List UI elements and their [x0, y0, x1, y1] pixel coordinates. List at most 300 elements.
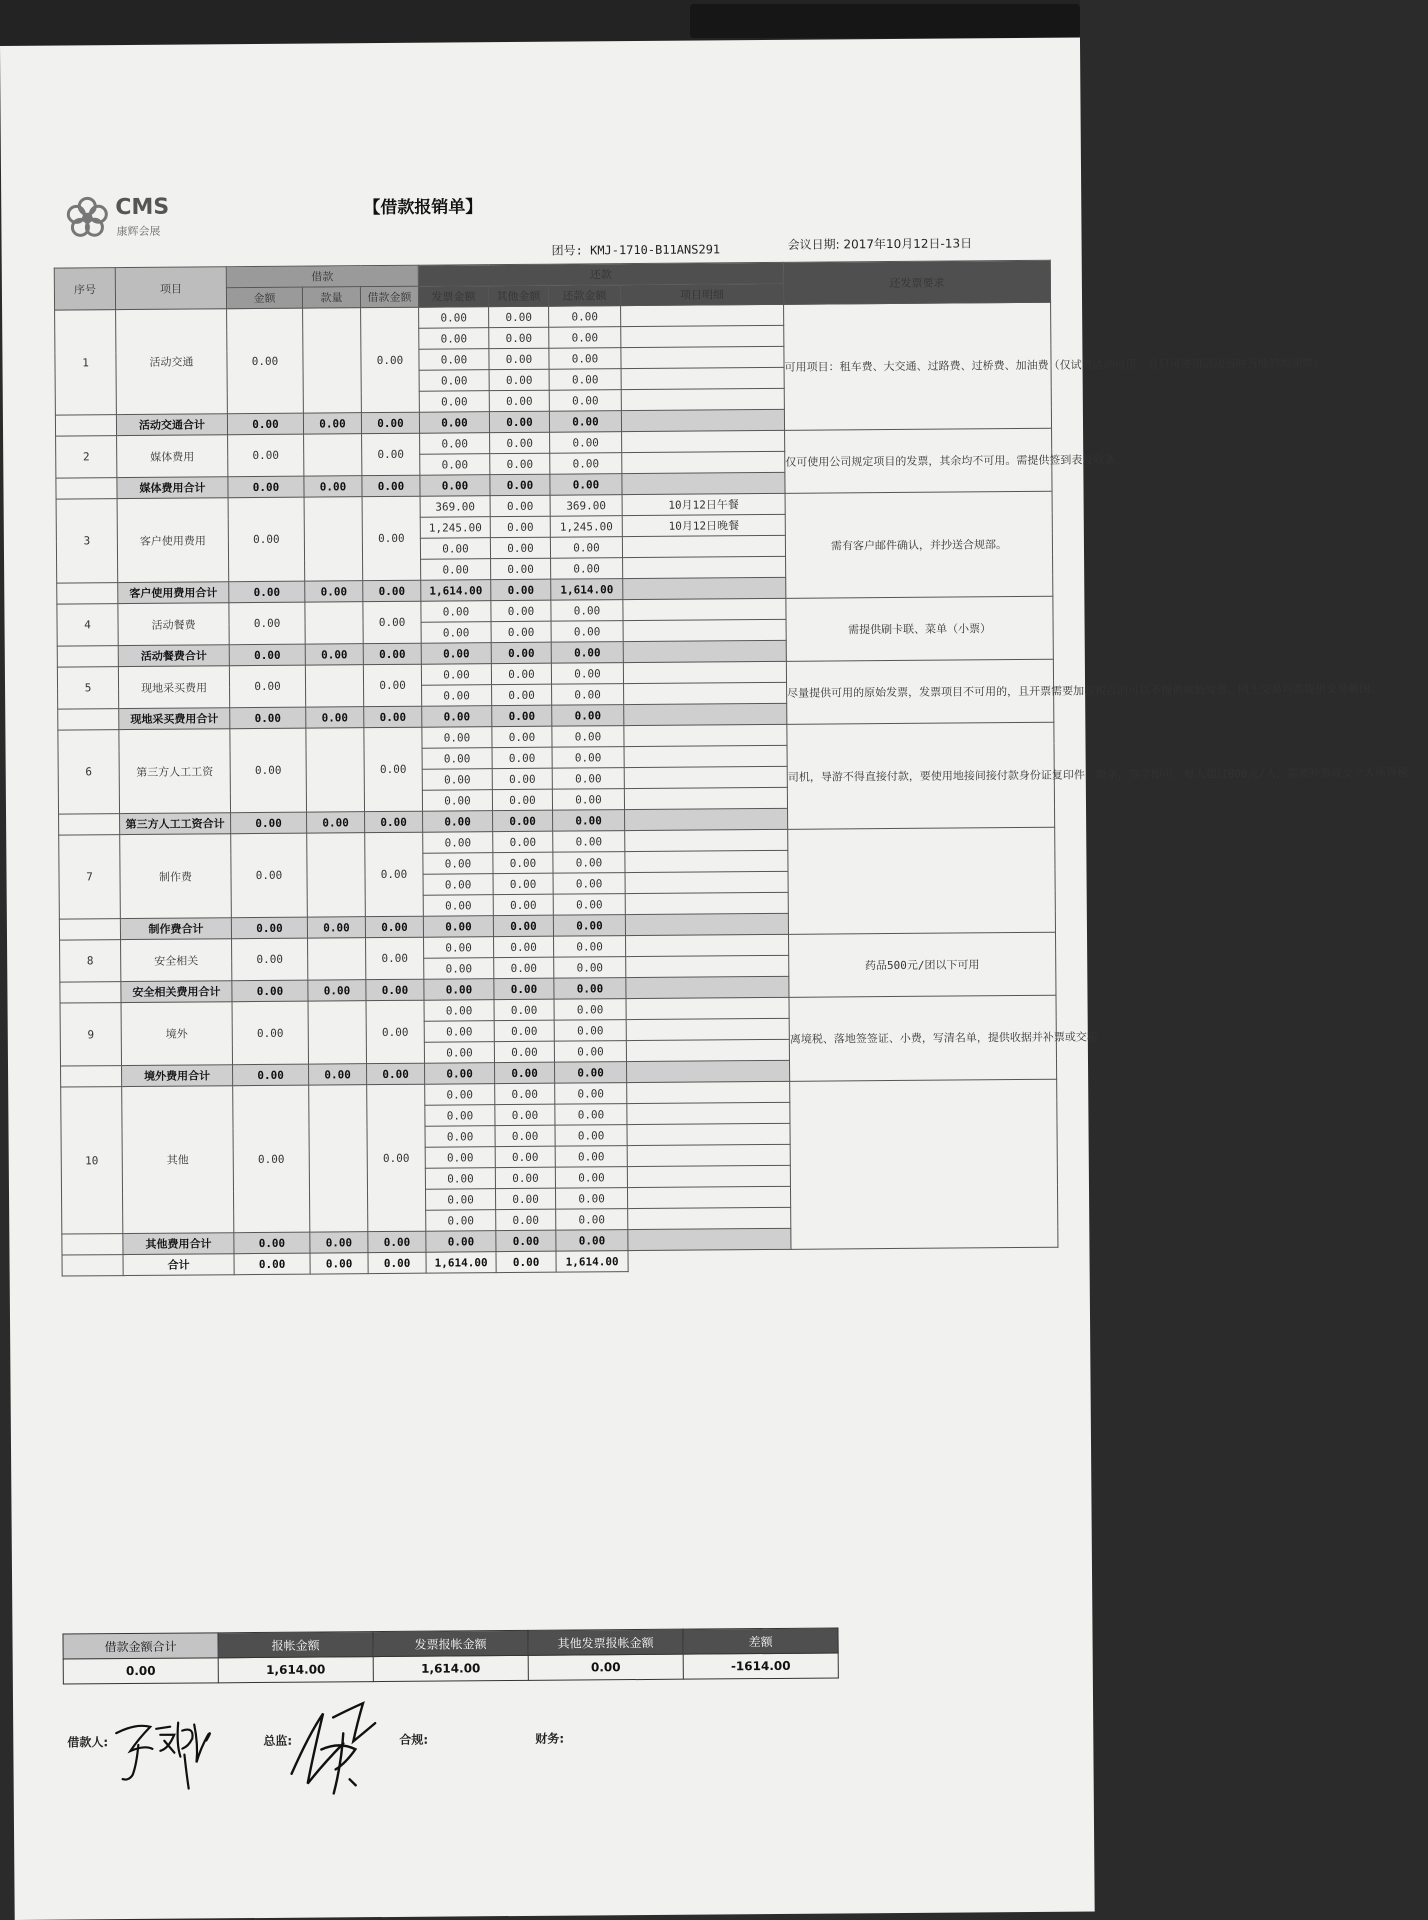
- other-amount: 0.00: [490, 495, 550, 516]
- repay-amount: 0.00: [552, 789, 624, 811]
- signature-borrower-label: 借款人:: [67, 1735, 109, 1750]
- company-logo: [63, 193, 183, 244]
- other-amount: 0.00: [495, 1167, 555, 1188]
- summary-value: 1,614.00: [373, 1655, 528, 1681]
- other-amount: 0.00: [491, 558, 551, 579]
- invoice-amount: 0.00: [423, 832, 493, 854]
- subtotal-cell: 0.00: [555, 1062, 627, 1084]
- invoice-amount: 0.00: [424, 937, 494, 959]
- borrow-total: 0.00: [367, 1084, 426, 1231]
- subtotal-cell: 0.00: [234, 1232, 310, 1254]
- group-number: 团号: KMJ-1710-B11ANS291: [551, 242, 721, 258]
- summary-header: 其他发票报帐金额: [528, 1629, 683, 1655]
- summary-value: 0.00: [63, 1658, 218, 1684]
- subtotal-detail: [627, 1060, 790, 1082]
- subtotal-cell: 0.00: [495, 1062, 555, 1083]
- borrow-total: 0.00: [363, 601, 421, 643]
- item-detail: [621, 325, 784, 347]
- invoice-amount: 0.00: [424, 1042, 494, 1064]
- invoice-amount: 369.00: [420, 496, 490, 518]
- subtotal-cell: 0.00: [494, 978, 554, 999]
- invoice-amount: 0.00: [424, 1000, 494, 1022]
- borrow-paid: [308, 1001, 366, 1064]
- borrow-amount: 0.00: [233, 1085, 310, 1233]
- subtotal-cell: 0.00: [551, 642, 623, 664]
- subtotal-label: 活动交通合计: [116, 414, 227, 436]
- section-number: 2: [56, 436, 117, 478]
- subtotal-cell: 0.00: [306, 707, 364, 728]
- other-amount: 0.00: [489, 348, 549, 369]
- subtotal-cell: 0.00: [368, 1231, 426, 1252]
- summary-header: 差额: [683, 1628, 838, 1654]
- subtotal-cell: 0.00: [491, 642, 551, 663]
- other-amount: 0.00: [493, 831, 553, 852]
- section-number: 10: [61, 1087, 123, 1234]
- repay-amount: 0.00: [553, 873, 625, 895]
- item-detail: [623, 619, 786, 641]
- subtotal-cell: 0.00: [231, 812, 307, 834]
- repay-amount: 0.00: [552, 747, 624, 769]
- expense-table: [54, 260, 1420, 1277]
- invoice-amount: 0.00: [419, 328, 489, 350]
- section-name: 现地采买费用: [118, 666, 229, 709]
- other-amount: 0.00: [492, 768, 552, 789]
- invoice-amount: 0.00: [419, 349, 489, 371]
- subtotal-cell: 0.00: [305, 644, 363, 665]
- other-amount: 0.00: [496, 1209, 556, 1230]
- subtotal-label: 安全相关费用合计: [121, 981, 232, 1003]
- repay-amount: 0.00: [556, 1209, 628, 1231]
- item-detail: [627, 1102, 790, 1124]
- other-amount: 0.00: [493, 852, 553, 873]
- other-amount: 0.00: [495, 1104, 555, 1125]
- subtotal-cell: 0.00: [304, 476, 362, 497]
- section-number: 6: [58, 730, 120, 814]
- item-detail: [626, 1018, 789, 1040]
- other-amount: 0.00: [491, 600, 551, 621]
- subtotal-cell: 0.00: [229, 644, 305, 666]
- subtotal-cell: 0.00: [308, 980, 366, 1001]
- invoice-amount: 0.00: [422, 685, 492, 707]
- borrow-amount: 0.00: [229, 665, 305, 708]
- borrow-total: 0.00: [361, 307, 420, 412]
- item-detail: [623, 556, 786, 578]
- borrow-total: 0.00: [362, 496, 421, 580]
- borrow-total: 0.00: [363, 664, 421, 706]
- other-amount: 0.00: [494, 957, 554, 978]
- invoice-amount: 0.00: [424, 1021, 494, 1043]
- subtotal-cell: 0.00: [420, 475, 490, 497]
- total-cell: 0.00: [496, 1251, 556, 1272]
- subtotal-cell: 0.00: [307, 917, 365, 938]
- summary-header: 发票报帐金额: [373, 1630, 528, 1656]
- borrow-paid: [304, 497, 363, 581]
- item-detail: 10月12日午餐: [622, 493, 785, 515]
- summary-value: 0.00: [528, 1654, 683, 1680]
- item-detail: [625, 829, 788, 851]
- other-amount: 0.00: [493, 894, 553, 915]
- subtotal-spacer: [59, 814, 120, 835]
- item-detail: 10月12日晚餐: [622, 514, 785, 536]
- invoice-requirement: 离境税、落地签签证、小费，写清名单，提供收据并补票或交税: [789, 995, 1057, 1081]
- subtotal-cell: 0.00: [490, 474, 550, 495]
- other-amount: 0.00: [492, 789, 552, 810]
- borrow-amount: 0.00: [230, 728, 307, 813]
- repay-amount: 1,245.00: [550, 516, 622, 538]
- total-cell: 0.00: [310, 1253, 368, 1274]
- borrow-paid: [303, 308, 362, 413]
- borrow-amount: 0.00: [227, 308, 304, 414]
- invoice-amount: 0.00: [421, 601, 491, 623]
- item-detail: [622, 430, 785, 452]
- summary-value: -1614.00: [683, 1653, 838, 1679]
- borrow-amount: 0.00: [232, 1001, 308, 1065]
- repay-amount: 0.00: [554, 1041, 626, 1063]
- item-detail: [626, 934, 789, 956]
- borrow-paid: [306, 728, 365, 812]
- subtotal-cell: 0.00: [233, 1064, 309, 1086]
- subtotal-spacer: [61, 1066, 122, 1087]
- other-amount: 0.00: [494, 1020, 554, 1041]
- subtotal-detail: [623, 577, 786, 599]
- invoice-requirement: 药品500元/团以下可用: [789, 932, 1056, 997]
- subtotal-cell: 0.00: [553, 810, 625, 832]
- item-detail: [621, 367, 784, 389]
- total-cell: 0.00: [234, 1253, 310, 1275]
- repay-amount: 0.00: [551, 621, 623, 643]
- signature-compliance-label: 合规:: [399, 1732, 429, 1747]
- subtotal-cell: 0.00: [425, 1063, 495, 1085]
- subtotal-cell: 0.00: [422, 706, 492, 728]
- header-detail: 项目明细: [620, 283, 783, 305]
- section-name: 活动餐费: [118, 603, 229, 646]
- repay-amount: 0.00: [556, 1188, 628, 1210]
- borrow-total: 0.00: [366, 937, 424, 979]
- table-body: [55, 302, 1420, 1255]
- subtotal-cell: 0.00: [309, 1064, 367, 1085]
- subtotal-spacer: [58, 709, 119, 730]
- header-repay-amount: 还款金额: [548, 285, 620, 307]
- borrower-signature: [108, 1704, 229, 1795]
- section-name: 境外: [121, 1002, 232, 1066]
- invoice-amount: 0.00: [423, 874, 493, 896]
- repay-amount: 0.00: [551, 558, 623, 580]
- invoice-amount: 0.00: [425, 1084, 495, 1106]
- total-spacer: [62, 1255, 123, 1276]
- subtotal-cell: 0.00: [550, 474, 622, 496]
- invoice-amount: 0.00: [425, 1105, 495, 1127]
- section-name: 制作费: [120, 834, 232, 919]
- subtotal-spacer: [55, 415, 116, 436]
- subtotal-cell: 0.00: [361, 412, 419, 433]
- other-amount: 0.00: [494, 936, 554, 957]
- other-amount: 0.00: [490, 453, 550, 474]
- borrow-total: 0.00: [362, 433, 420, 475]
- item-detail: [622, 451, 785, 473]
- repay-amount: 0.00: [555, 1125, 627, 1147]
- item-detail: [622, 535, 785, 557]
- invoice-requirement: 司机，导游不得直接付款，要使用地接间接付款身份证复印件，收条，签字即可，每人超过800元/人，需要补票或交个人所得税。: [787, 722, 1055, 829]
- item-detail: [621, 346, 784, 368]
- repay-amount: 0.00: [554, 999, 626, 1021]
- subtotal-detail: [621, 409, 784, 431]
- invoice-requirement: 可用项目：租车费、大交通、过路费、过桥费、加油费（仅试驾活动可用，且只可使用活动当时当地的加油票）: [784, 302, 1052, 430]
- invoice-requirement: 需有客户邮件确认，并抄送合规部。: [785, 491, 1053, 598]
- subtotal-detail: [622, 472, 785, 494]
- borrow-total: 0.00: [365, 832, 424, 916]
- invoice-requirement: 仅可使用公司规定项目的发票，其余均不可用。需提供签到表及收条。: [785, 428, 1052, 493]
- borrow-total: 0.00: [366, 1000, 425, 1063]
- other-amount: 0.00: [495, 1083, 555, 1104]
- subtotal-cell: 0.00: [423, 811, 493, 833]
- repay-amount: 0.00: [553, 831, 625, 853]
- borrow-amount: 0.00: [229, 602, 305, 645]
- section-number: 3: [56, 499, 118, 583]
- other-amount: 0.00: [490, 516, 550, 537]
- subtotal-cell: 0.00: [363, 643, 421, 664]
- section-number: 7: [59, 835, 121, 919]
- subtotal-spacer: [62, 1234, 123, 1255]
- invoice-amount: 0.00: [425, 1126, 495, 1148]
- subtotal-cell: 1,614.00: [421, 580, 491, 602]
- item-detail: [624, 682, 787, 704]
- invoice-amount: 0.00: [422, 748, 492, 770]
- total-label: 合计: [123, 1254, 234, 1276]
- invoice-amount: 0.00: [424, 958, 494, 980]
- subtotal-cell: 0.00: [491, 579, 551, 600]
- subtotal-detail: [626, 976, 789, 998]
- subtotal-cell: 0.00: [231, 917, 307, 939]
- invoice-amount: 0.00: [426, 1189, 496, 1211]
- header-other: 其他金额: [488, 285, 548, 306]
- subtotal-label: 制作费合计: [120, 918, 231, 940]
- header-borrow: 借款: [226, 265, 418, 288]
- invoice-amount: 0.00: [422, 769, 492, 791]
- section-name: 安全相关: [121, 939, 232, 982]
- subtotal-cell: 0.00: [553, 915, 625, 937]
- other-amount: 0.00: [490, 537, 550, 558]
- repay-amount: 0.00: [555, 1167, 627, 1189]
- subtotal-cell: 0.00: [489, 411, 549, 432]
- subtotal-cell: 0.00: [367, 1063, 425, 1084]
- subtotal-cell: 0.00: [424, 979, 494, 1001]
- subtotal-detail: [625, 913, 788, 935]
- header-invoice: 发票金额: [418, 286, 488, 308]
- invoice-amount: 1,245.00: [420, 517, 490, 539]
- repay-amount: 0.00: [552, 768, 624, 790]
- keyboard-edge: [690, 4, 1080, 38]
- other-amount: 0.00: [496, 1188, 556, 1209]
- subtotal-cell: 0.00: [554, 978, 626, 1000]
- item-detail: [623, 661, 786, 683]
- subtotal-cell: 0.00: [232, 980, 308, 1002]
- item-detail: [624, 745, 787, 767]
- repay-amount: 0.00: [554, 957, 626, 979]
- repay-amount: 0.00: [549, 327, 621, 349]
- subtotal-spacer: [60, 982, 121, 1003]
- header-borrow-amount: 金额: [226, 287, 302, 309]
- document-paper: [0, 38, 1420, 1920]
- section-number: 5: [57, 667, 118, 709]
- invoice-amount: 0.00: [419, 307, 489, 329]
- section-name: 客户使用费用: [117, 498, 229, 583]
- item-detail: [623, 598, 786, 620]
- header-borrow-paid: 款量: [302, 287, 360, 308]
- repay-amount: 0.00: [550, 453, 622, 475]
- repay-amount: 0.00: [551, 600, 623, 622]
- item-detail: [621, 304, 784, 326]
- invoice-amount: 0.00: [420, 538, 490, 560]
- header-requirements: 还发票要求: [783, 260, 1050, 304]
- subtotal-cell: 0.00: [307, 812, 365, 833]
- subtotal-cell: 0.00: [493, 810, 553, 831]
- other-amount: 0.00: [491, 621, 551, 642]
- invoice-amount: 0.00: [422, 727, 492, 749]
- summary-table: [62, 1627, 838, 1684]
- other-amount: 0.00: [490, 432, 550, 453]
- section-name: 活动交通: [116, 309, 228, 415]
- section-name: 其他: [122, 1086, 234, 1234]
- repay-amount: 0.00: [549, 369, 621, 391]
- repay-amount: 0.00: [553, 894, 625, 916]
- other-amount: 0.00: [492, 726, 552, 747]
- invoice-amount: 0.00: [425, 1147, 495, 1169]
- repay-amount: 0.00: [549, 390, 621, 412]
- subtotal-label: 活动餐费合计: [118, 645, 229, 667]
- invoice-amount: 0.00: [423, 895, 493, 917]
- subtotal-cell: 0.00: [229, 581, 305, 603]
- subtotal-cell: 0.00: [305, 581, 363, 602]
- subtotal-cell: 0.00: [421, 643, 491, 665]
- item-detail: [626, 997, 789, 1019]
- item-detail: [621, 388, 784, 410]
- subtotal-cell: 0.00: [303, 413, 361, 434]
- subtotal-cell: 0.00: [419, 412, 489, 434]
- repay-amount: 0.00: [552, 726, 624, 748]
- invoice-requirement: [788, 827, 1056, 934]
- other-amount: 0.00: [493, 873, 553, 894]
- flower-logo-icon: [63, 193, 111, 241]
- invoice-amount: 0.00: [420, 454, 490, 476]
- borrow-total: 0.00: [364, 727, 423, 811]
- item-detail: [625, 871, 788, 893]
- total-blank: [628, 1249, 791, 1271]
- signature-finance-label: 财务:: [535, 1731, 565, 1746]
- other-amount: 0.00: [491, 663, 551, 684]
- header-repay: 还款: [418, 262, 783, 286]
- subtotal-label: 现地采买费用合计: [119, 708, 230, 730]
- section-number: 4: [57, 604, 118, 646]
- other-amount: 0.00: [494, 1041, 554, 1062]
- subtotal-spacer: [57, 646, 118, 667]
- borrow-paid: [305, 665, 363, 707]
- invoice-amount: 0.00: [422, 790, 492, 812]
- subtotal-label: 媒体费用合计: [117, 477, 228, 499]
- other-amount: 0.00: [489, 306, 549, 327]
- subtotal-cell: 0.00: [552, 705, 624, 727]
- invoice-requirement: 需提供刷卡联、菜单（小票）: [786, 596, 1053, 661]
- subtotal-cell: 0.00: [366, 979, 424, 1000]
- subtotal-cell: 0.00: [365, 916, 423, 937]
- item-detail: [625, 850, 788, 872]
- invoice-amount: 0.00: [423, 853, 493, 875]
- subtotal-cell: 0.00: [426, 1231, 496, 1253]
- repay-amount: 0.00: [553, 852, 625, 874]
- repay-amount: 0.00: [550, 537, 622, 559]
- item-detail: [625, 892, 788, 914]
- invoice-amount: 0.00: [425, 1168, 495, 1190]
- subtotal-cell: 0.00: [493, 915, 553, 936]
- invoice-amount: 0.00: [419, 370, 489, 392]
- repay-amount: 0.00: [554, 1020, 626, 1042]
- subtotal-detail: [625, 808, 788, 830]
- borrow-amount: 0.00: [228, 497, 305, 582]
- repay-amount: 0.00: [555, 1104, 627, 1126]
- logo-subtitle: 康辉会展: [116, 224, 161, 239]
- repay-amount: 0.00: [554, 936, 626, 958]
- director-signature: [283, 1693, 394, 1804]
- invoice-amount: 0.00: [420, 433, 490, 455]
- header-item: 项目: [115, 267, 226, 310]
- subtotal-detail: [623, 640, 786, 662]
- item-detail: [627, 1144, 790, 1166]
- invoice-amount: 0.00: [421, 559, 491, 581]
- section-number: 9: [60, 1003, 121, 1066]
- total-cell: 1,614.00: [426, 1252, 496, 1274]
- section-name: 第三方人工工资: [119, 729, 231, 814]
- subtotal-label: 其他费用合计: [123, 1233, 234, 1255]
- invoice-amount: 0.00: [421, 664, 491, 686]
- summary-header: 借款金额合计: [63, 1633, 218, 1659]
- repay-amount: 0.00: [555, 1146, 627, 1168]
- subtotal-cell: 0.00: [549, 411, 621, 433]
- section-number: 8: [60, 940, 121, 982]
- subtotal-cell: 0.00: [496, 1230, 556, 1251]
- borrow-paid: [304, 434, 362, 476]
- repay-amount: 0.00: [551, 663, 623, 685]
- item-detail: [627, 1165, 790, 1187]
- item-detail: [626, 955, 789, 977]
- borrow-paid: [305, 602, 363, 644]
- section-name: 媒体费用: [117, 435, 228, 478]
- subtotal-cell: 0.00: [228, 476, 304, 498]
- subtotal-spacer: [59, 919, 120, 940]
- borrow-amount: 0.00: [228, 434, 304, 477]
- subtotal-label: 第三方人工工资合计: [120, 813, 231, 835]
- borrow-amount: 0.00: [232, 938, 308, 981]
- subtotal-detail: [624, 703, 787, 725]
- signature-director-label: 总监:: [263, 1733, 293, 1748]
- invoice-requirement: [790, 1079, 1058, 1249]
- total-blank: [791, 1247, 1058, 1270]
- invoice-amount: 0.00: [419, 391, 489, 413]
- other-amount: 0.00: [489, 369, 549, 390]
- subtotal-cell: 0.00: [556, 1230, 628, 1252]
- form-title: 【借款报销单】: [363, 197, 483, 219]
- subtotal-cell: 0.00: [230, 707, 306, 729]
- total-cell: 0.00: [368, 1252, 426, 1273]
- other-amount: 0.00: [495, 1146, 555, 1167]
- subtotal-cell: 0.00: [363, 580, 421, 601]
- other-amount: 0.00: [489, 327, 549, 348]
- subtotal-cell: 0.00: [365, 811, 423, 832]
- subtotal-cell: 0.00: [227, 413, 303, 435]
- item-detail: [626, 1039, 789, 1061]
- repay-amount: 369.00: [550, 495, 622, 517]
- subtotal-cell: 0.00: [492, 705, 552, 726]
- other-amount: 0.00: [489, 390, 549, 411]
- borrow-amount: 0.00: [231, 833, 308, 918]
